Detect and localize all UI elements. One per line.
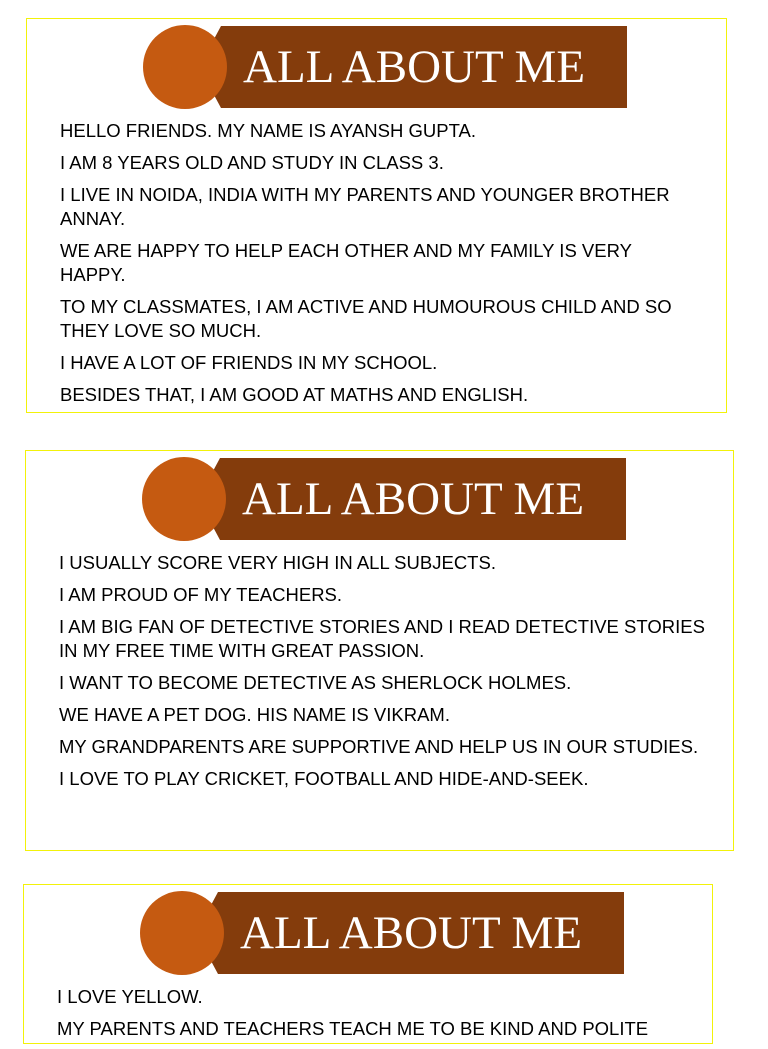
text-line: I AM BIG FAN OF DETECTIVE STORIES AND I READ DETECTIVE STORIES IN MY FREE TIME WITH GREAT PASSION. <box>59 616 705 661</box>
text-lines <box>59 551 709 799</box>
banner-circle <box>142 457 226 541</box>
slide-title: ALL ABOUT ME <box>240 907 583 959</box>
banner-circle <box>140 891 224 975</box>
slide-1 <box>26 18 727 413</box>
text-lines <box>57 985 688 1049</box>
banner-circle <box>143 25 227 109</box>
text-lines <box>60 119 702 415</box>
text-line: I WANT TO BECOME DETECTIVE AS SHERLOCK HOLMES. <box>59 672 572 693</box>
text-line: I AM 8 YEARS OLD AND STUDY IN CLASS 3. <box>60 152 444 173</box>
text-line: I LIVE IN NOIDA, INDIA WITH MY PARENTS AND YOUNGER BROTHER ANNAY. <box>60 184 670 229</box>
text-line: I USUALLY SCORE VERY HIGH IN ALL SUBJECTS. <box>59 552 496 573</box>
text-line: MY PARENTS AND TEACHERS TEACH ME TO BE KIND AND POLITE <box>57 1018 649 1039</box>
text-line: I AM PROUD OF MY TEACHERS. <box>59 584 343 605</box>
text-line: I LOVE YELLOW. <box>57 986 203 1007</box>
text-line: TO MY CLASSMATES, I AM ACTIVE AND HUMOUROUS CHILD AND SO THEY LOVE SO MUCH. <box>60 296 672 341</box>
text-line: MY GRANDPARENTS ARE SUPPORTIVE AND HELP US IN OUR STUDIES. <box>59 736 699 757</box>
slide-title: ALL ABOUT ME <box>242 473 585 525</box>
slide-3 <box>23 884 713 1044</box>
text-line: I HAVE A LOT OF FRIENDS IN MY SCHOOL. <box>60 352 438 373</box>
slide-title: ALL ABOUT ME <box>243 41 586 93</box>
slide-2 <box>25 450 734 851</box>
text-line: HELLO FRIENDS. MY NAME IS AYANSH GUPTA. <box>60 120 476 141</box>
title-banner <box>143 25 627 107</box>
title-banner <box>142 457 626 539</box>
title-banner <box>140 891 624 973</box>
text-line: BESIDES THAT, I AM GOOD AT MATHS AND ENGLISH. <box>60 384 529 405</box>
text-line: WE HAVE A PET DOG. HIS NAME IS VIKRAM. <box>59 704 450 725</box>
text-line: WE ARE HAPPY TO HELP EACH OTHER AND MY FAMILY IS VERY HAPPY. <box>60 240 632 285</box>
text-line: I LOVE TO PLAY CRICKET, FOOTBALL AND HIDE-AND-SEEK. <box>59 768 589 789</box>
